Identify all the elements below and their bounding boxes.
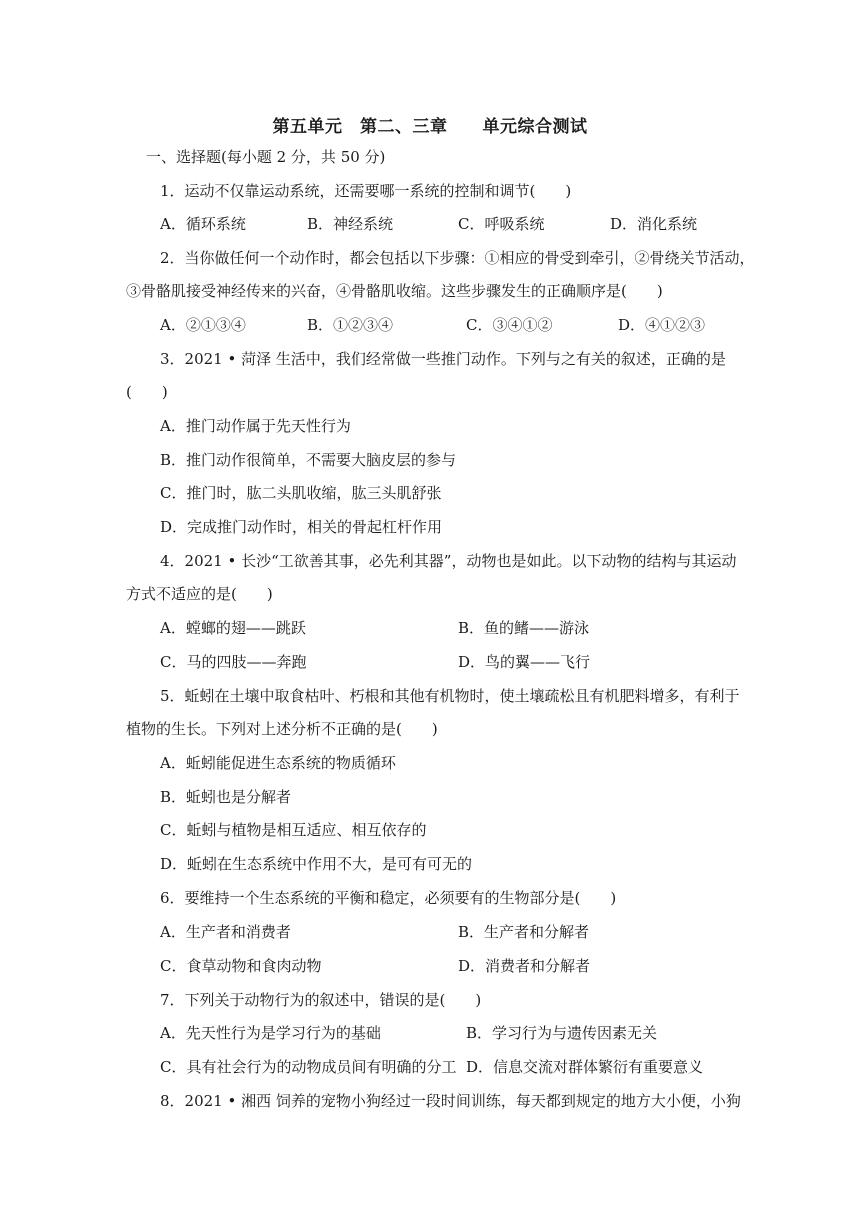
question-1-option-c: C．呼吸系统: [458, 215, 545, 233]
question-2-option-a: A．②①③④: [160, 316, 246, 334]
question-3-option-a: A．推门动作属于先天性行为: [160, 417, 351, 435]
question-6-option-b: B．生产者和分解者: [458, 923, 590, 941]
question-7-option-d: D．信息交流对群体繁衍有重要意义: [466, 1058, 704, 1076]
question-5-stem-line2: 植物的生长。下列对上述分析不正确的是( ): [126, 720, 438, 738]
page-title: 第五单元 第二、三章 单元综合测试: [272, 117, 588, 137]
question-1-stem: 1．运动不仅靠运动系统，还需要哪一系统的控制和调节( ): [160, 182, 572, 200]
question-4-option-b: B．鱼的鳍——游泳: [458, 619, 590, 637]
question-8-stem-line1: 8．2021 • 湘西 饲养的宠物小狗经过一段时间训练，每天都到规定的地方大小便，小狗: [160, 1092, 741, 1110]
question-3-stem-line2: ( ): [126, 383, 168, 401]
question-4-option-d: D．鸟的翼——飞行: [458, 653, 591, 671]
question-5-option-b: B．蚯蚓也是分解者: [160, 788, 292, 806]
question-7-option-b: B．学习行为与遗传因素无关: [466, 1024, 658, 1042]
question-6-option-c: C．食草动物和食肉动物: [160, 957, 322, 975]
question-2-option-b: B．①②③④: [307, 316, 394, 334]
question-6-option-a: A．生产者和消费者: [160, 923, 291, 941]
question-6-stem: 6．要维持一个生态系统的平衡和稳定，必须要有的生物部分是( ): [160, 889, 617, 907]
question-1-option-a: A．循环系统: [160, 215, 246, 233]
question-3-option-b: B．推门动作很简单，不需要大脑皮层的参与: [160, 451, 457, 469]
question-2-stem-line2: ③骨骼肌接受神经传来的兴奋，④骨骼肌收缩。这些步骤发生的正确顺序是( ): [126, 282, 663, 300]
question-7-stem: 7．下列关于动物行为的叙述中，错误的是( ): [160, 991, 482, 1009]
question-2-option-d: D．④①②③: [618, 316, 706, 334]
question-7-option-a: A．先天性行为是学习行为的基础: [160, 1024, 381, 1042]
question-5-option-d: D．蚯蚓在生态系统中作用不大，是可有可无的: [160, 855, 473, 873]
question-3-option-c: C．推门时，肱二头肌收缩，肱三头肌舒张: [160, 484, 442, 502]
question-4-option-a: A．螳螂的翅——跳跃: [160, 619, 306, 637]
question-2-option-c: C．③④①②: [466, 316, 553, 334]
section-heading: 一、选择题(每小题 2 分，共 50 分): [146, 148, 386, 166]
question-3-stem-line1: 3．2021 • 菏泽 生活中，我们经常做一些推门动作。下列与之有关的叙述，正确的是: [160, 350, 726, 368]
question-6-option-d: D．消费者和分解者: [458, 957, 591, 975]
question-5-option-a: A．蚯蚓能促进生态系统的物质循环: [160, 754, 396, 772]
question-7-option-c: C．具有社会行为的动物成员间有明确的分工: [160, 1058, 457, 1076]
question-5-option-c: C．蚯蚓与植物是相互适应、相互依存的: [160, 821, 427, 839]
question-4-option-c: C．马的四肢——奔跑: [160, 653, 307, 671]
question-4-stem-line1: 4．2021 • 长沙“工欲善其事，必先利其器”，动物也是如此。以下动物的结构与其运动: [160, 552, 737, 570]
question-5-stem-line1: 5．蚯蚓在土壤中取食枯叶、朽根和其他有机物时，使土壤疏松且有机肥料增多，有利于: [160, 687, 740, 705]
question-1-option-d: D．消化系统: [610, 215, 698, 233]
question-3-option-d: D．完成推门动作时，相关的骨起杠杆作用: [160, 518, 443, 536]
question-2-stem-line1: 2．当你做任何一个动作时，都会包括以下步骤：①相应的骨受到牵引，②骨绕关节活动，: [160, 249, 755, 267]
question-1-option-b: B．神经系统: [307, 215, 394, 233]
question-4-stem-line2: 方式不适应的是( ): [126, 585, 273, 603]
